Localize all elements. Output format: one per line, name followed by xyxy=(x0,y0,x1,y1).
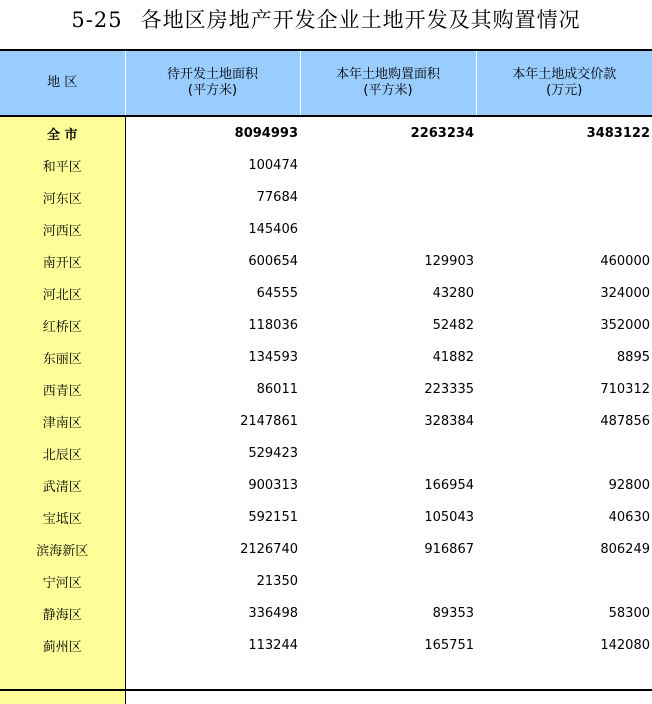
header-purchased-line1: 本年土地购置面积 xyxy=(301,67,476,83)
region-cell: 武清区 xyxy=(0,469,125,501)
table-row xyxy=(0,629,652,661)
header-undeveloped-area xyxy=(125,50,300,116)
table-row xyxy=(0,341,652,373)
undeveloped-area-cell: 118036 xyxy=(125,309,300,341)
purchased-area-cell: 166954 xyxy=(300,469,476,501)
transaction-price-cell xyxy=(476,565,652,597)
undeveloped-area-cell: 134593 xyxy=(125,341,300,373)
total-row xyxy=(0,116,652,149)
transaction-price-cell: 58300 xyxy=(476,597,652,629)
table-row xyxy=(0,245,652,277)
transaction-price-cell: 324000 xyxy=(476,277,652,309)
transaction-price-cell: 352000 xyxy=(476,309,652,341)
transaction-price-cell: 3483122 xyxy=(476,116,652,149)
transaction-price-cell xyxy=(476,213,652,245)
purchased-area-cell: 916867 xyxy=(300,533,476,565)
table-title-text: 各地区房地产开发企业土地开发及其购置情况 xyxy=(141,8,581,32)
transaction-price-cell: 92800 xyxy=(476,469,652,501)
purchased-area-cell xyxy=(300,213,476,245)
transaction-price-cell: 710312 xyxy=(476,373,652,405)
undeveloped-area-cell: 8094993 xyxy=(125,116,300,149)
purchased-area-cell: 165751 xyxy=(300,629,476,661)
region-cell: 和平区 xyxy=(0,149,125,181)
table-row xyxy=(0,149,652,181)
header-purchased-area xyxy=(300,50,476,116)
region-cell: 静海区 xyxy=(0,597,125,629)
undeveloped-area-cell: 21350 xyxy=(125,565,300,597)
header-region-label: 地 区 xyxy=(0,75,125,91)
header-row xyxy=(0,50,652,116)
purchased-area-cell xyxy=(300,181,476,213)
purchased-area-cell: 2263234 xyxy=(300,116,476,149)
purchased-area-cell: 223335 xyxy=(300,373,476,405)
undeveloped-area-cell: 600654 xyxy=(125,245,300,277)
empty-cell xyxy=(476,661,652,704)
empty-cell xyxy=(300,661,476,704)
undeveloped-area-cell: 2126740 xyxy=(125,533,300,565)
purchased-area-cell: 52482 xyxy=(300,309,476,341)
region-cell: 津南区 xyxy=(0,405,125,437)
transaction-price-cell xyxy=(476,437,652,469)
undeveloped-area-cell: 336498 xyxy=(125,597,300,629)
purchased-area-cell xyxy=(300,437,476,469)
region-cell: 河西区 xyxy=(0,213,125,245)
table-body xyxy=(0,116,652,704)
header-undeveloped-line1: 待开发土地面积 xyxy=(126,67,300,83)
table-row xyxy=(0,565,652,597)
header-region xyxy=(0,50,125,116)
undeveloped-area-cell: 145406 xyxy=(125,213,300,245)
purchased-area-cell xyxy=(300,565,476,597)
undeveloped-area-cell: 2147861 xyxy=(125,405,300,437)
region-cell: 西青区 xyxy=(0,373,125,405)
purchased-area-cell xyxy=(300,149,476,181)
undeveloped-area-cell: 900313 xyxy=(125,469,300,501)
filler-row xyxy=(0,661,652,704)
transaction-price-cell: 806249 xyxy=(476,533,652,565)
table-row xyxy=(0,533,652,565)
region-cell: 河东区 xyxy=(0,181,125,213)
undeveloped-area-cell: 592151 xyxy=(125,501,300,533)
region-cell: 蓟州区 xyxy=(0,629,125,661)
undeveloped-area-cell: 529423 xyxy=(125,437,300,469)
table-row xyxy=(0,405,652,437)
purchased-area-cell: 129903 xyxy=(300,245,476,277)
header-transaction-price xyxy=(476,50,652,116)
purchased-area-cell: 43280 xyxy=(300,277,476,309)
region-cell: 全 市 xyxy=(0,116,125,149)
region-cell: 宁河区 xyxy=(0,565,125,597)
page-title xyxy=(0,2,652,38)
transaction-price-cell: 142080 xyxy=(476,629,652,661)
undeveloped-area-cell: 77684 xyxy=(125,181,300,213)
table-row xyxy=(0,501,652,533)
purchased-area-cell: 105043 xyxy=(300,501,476,533)
table-row xyxy=(0,437,652,469)
purchased-area-cell: 41882 xyxy=(300,341,476,373)
table-row xyxy=(0,469,652,501)
empty-cell xyxy=(0,661,125,704)
header-purchased-unit: (平方米) xyxy=(301,83,476,99)
table-number: 5-25 xyxy=(71,8,122,32)
undeveloped-area-cell: 86011 xyxy=(125,373,300,405)
purchased-area-cell: 89353 xyxy=(300,597,476,629)
undeveloped-area-cell: 100474 xyxy=(125,149,300,181)
region-cell: 红桥区 xyxy=(0,309,125,341)
transaction-price-cell: 460000 xyxy=(476,245,652,277)
table-row xyxy=(0,373,652,405)
purchased-area-cell: 328384 xyxy=(300,405,476,437)
transaction-price-cell: 8895 xyxy=(476,341,652,373)
region-cell: 北辰区 xyxy=(0,437,125,469)
region-cell: 南开区 xyxy=(0,245,125,277)
transaction-price-cell xyxy=(476,149,652,181)
transaction-price-cell: 487856 xyxy=(476,405,652,437)
undeveloped-area-cell: 113244 xyxy=(125,629,300,661)
table-row xyxy=(0,181,652,213)
transaction-price-cell xyxy=(476,181,652,213)
table-row xyxy=(0,277,652,309)
header-price-line1: 本年土地成交价款 xyxy=(477,67,652,83)
empty-cell xyxy=(125,661,300,704)
table-row xyxy=(0,597,652,629)
region-cell: 宝坻区 xyxy=(0,501,125,533)
transaction-price-cell: 40630 xyxy=(476,501,652,533)
region-cell: 东丽区 xyxy=(0,341,125,373)
land-development-table xyxy=(0,49,652,704)
region-cell: 滨海新区 xyxy=(0,533,125,565)
header-undeveloped-unit: (平方米) xyxy=(126,83,300,99)
region-cell: 河北区 xyxy=(0,277,125,309)
table-row xyxy=(0,213,652,245)
undeveloped-area-cell: 64555 xyxy=(125,277,300,309)
header-price-unit: (万元) xyxy=(477,83,652,99)
table-row xyxy=(0,309,652,341)
